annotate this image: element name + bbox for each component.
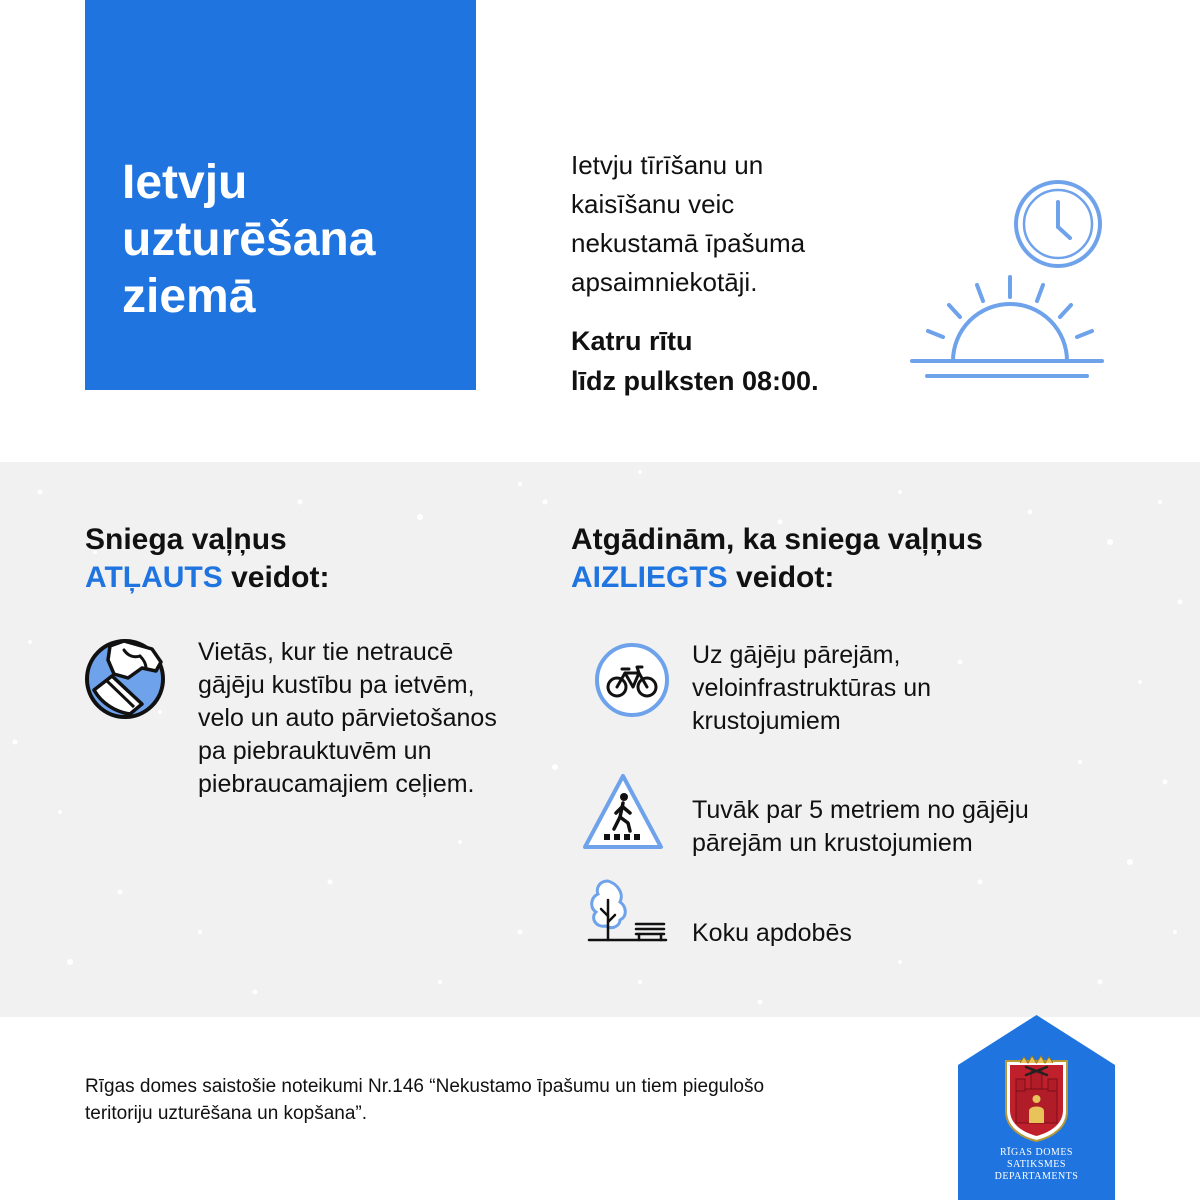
title-line-2: uzturēšana [122,213,376,266]
badge-line-2: SATIKSMES [1007,1159,1066,1170]
forbidden-item-1-line-2: veloinfrastruktūras un [692,674,932,702]
allowed-text-line-5: piebraucamajiem ceļiem. [198,770,475,798]
allowed-heading-line-2 [85,559,329,597]
forbidden-item-3-text [692,917,852,950]
forbidden-highlight: AIZLIEGTS [571,561,728,594]
footer-note [85,1073,915,1127]
time-note [571,321,901,401]
title-line-1: Ietvju [122,156,248,209]
forbidden-item-2-line-1: Tuvāk par 5 metriem no gājēju [692,796,1029,824]
allowed-heading-line-1: Sniega vaļņus [85,523,287,556]
footer-line-2: teritoriju uzturēšana un kopšana”. [85,1103,367,1124]
footer-line-1: Rīgas domes saistošie noteikumi Nr.146 “Nekustamo īpašumu un tiem piegulošo [85,1076,765,1097]
intro-text [571,146,901,302]
bicycle-icon [593,641,671,719]
forbidden-item-3-line-1: Koku apdobēs [692,919,852,947]
forbidden-heading-rest: veidot: [727,561,835,594]
allowed-heading [85,521,329,597]
forbidden-heading-line-2 [571,559,983,597]
pedestrian-crossing-icon [580,771,666,853]
forbidden-heading-line-1: Atgādinām, ka sniega vaļņus [571,523,983,556]
allowed-text-line-2: gājēju kustību pa ietvēm, [198,671,475,699]
allowed-highlight: ATĻAUTS [85,561,223,594]
forbidden-item-2-text [692,794,1029,860]
page-title [122,154,462,325]
allowed-text-line-4: pa piebrauktuvēm un [198,737,432,765]
time-note-line-1: Katru rītu [571,326,693,356]
badge-text [958,1147,1115,1183]
allowed-text [198,636,497,801]
forbidden-item-2-line-2: pārejām un krustojumiem [692,829,973,857]
intro-line-1: Ietvju tīrīšanu un [571,150,764,180]
allowed-text-line-3: velo un auto pārvietošanos [198,704,497,732]
badge-line-3: DEPARTAMENTS [994,1171,1079,1182]
handshake-icon [84,638,166,720]
allowed-heading-rest: veidot: [222,561,330,594]
intro-line-2: kaisīšanu veic [571,189,735,219]
time-note-line-2: līdz pulksten 08:00. [571,366,819,396]
forbidden-heading [571,521,983,597]
riga-coat-of-arms-icon [1006,1056,1067,1141]
forbidden-item-1-text [692,639,931,738]
intro-line-3: nekustamā īpašuma [571,228,806,258]
intro-line-4: apsaimniekotāji. [571,267,758,297]
forbidden-item-1-line-3: krustojumiem [692,707,841,735]
tree-bench-icon [586,876,670,946]
forbidden-item-1-line-1: Uz gājēju pārejām, [692,641,901,669]
title-line-3: ziemā [122,270,256,323]
clock-sunrise-icon [905,175,1115,390]
badge-line-1: RĪGAS DOMES [999,1147,1073,1158]
allowed-text-line-1: Vietās, kur tie netraucē [198,638,454,666]
